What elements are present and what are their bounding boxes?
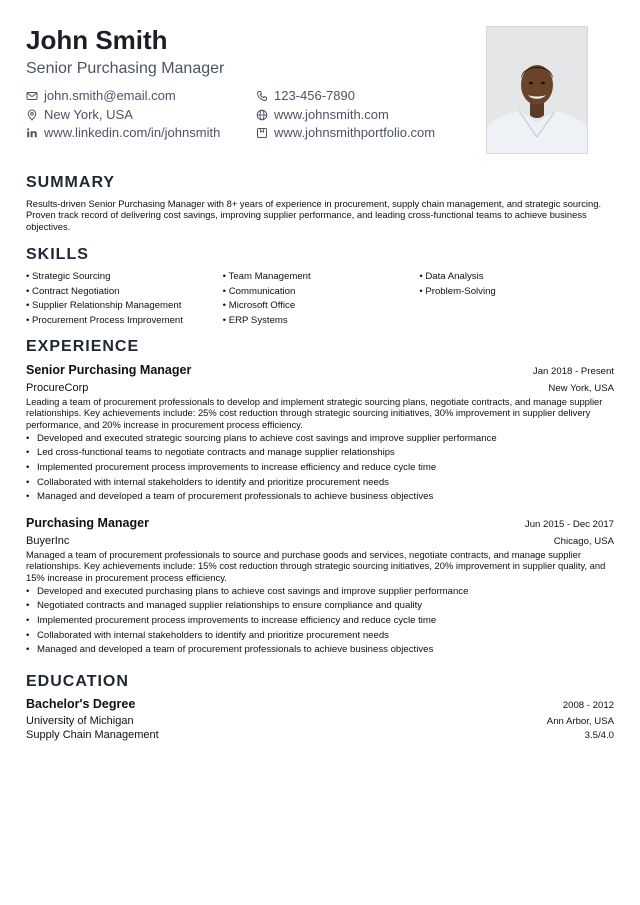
degree-name: Bachelor's Degree [26,697,136,711]
map-pin-icon [26,109,38,121]
gpa: 3.5/4.0 [584,730,614,741]
job-description: Leading a team of procurement professionals to develop and implement strategic sourcing plans, negotiate contracts, and manage supplier relationships. Key achievements include: 25% cost reduction through strategic sourcing initiatives, 30% improvement in supplier delivery performance, and 20% increase in procurement process efficiency. [26,396,603,430]
company-name: ProcureCorp [26,382,89,394]
skill-item: • Team Management [223,270,420,285]
job-title: Purchasing Manager [26,516,149,530]
skill-item: • Strategic Sourcing [26,270,223,285]
skill-item: • Contract Negotiation [26,285,223,300]
school-name: University of Michigan [26,715,134,727]
job-bullets [26,585,614,658]
education-heading: EDUCATION [26,673,129,690]
phone-text: 123-456-7890 [274,88,355,103]
experience-heading: EXPERIENCE [26,338,140,355]
skill-item: • Problem-Solving [419,285,616,300]
portfolio-text: www.johnsmithportfolio.com [274,125,436,140]
education-entry [26,697,614,741]
skills-column [223,270,420,328]
school-location: Ann Arbor, USA [546,716,614,727]
phone-icon [256,90,268,102]
skill-item: • ERP Systems [223,314,420,329]
job-bullet: • Managed and developed a team of procurement professionals to achieve business objectives [26,490,614,505]
contact-phone[interactable] [256,87,355,105]
job-bullet: • Negotiated contracts and managed supplier relationships to ensure compliance and quality [26,599,614,614]
job-location: New York, USA [548,383,614,394]
contact-website[interactable] [256,106,389,124]
resume-header [26,24,466,79]
profile-photo [486,26,588,154]
field-of-study: Supply Chain Management [26,729,159,741]
skill-item: • Data Analysis [419,270,616,285]
candidate-title: Senior Purchasing Manager [26,60,225,77]
website-text: www.johnsmith.com [274,106,389,122]
job-bullet: • Implemented procurement process improvements to increase efficiency and reduce cycle time [26,614,614,629]
skills-column [26,270,223,328]
job-dates: Jan 2018 - Present [532,366,614,377]
education-dates: 2008 - 2012 [562,700,614,711]
job-entry [26,516,614,658]
skill-item: • Procurement Process Improvement [26,314,223,329]
job-title: Senior Purchasing Manager [26,363,192,377]
linkedin-text: www.linkedin.com/in/johnsmith [44,125,221,140]
job-bullet: • Developed and executed purchasing plans to achieve cost savings and improve supplier performance [26,585,614,600]
job-bullet: • Implemented procurement process improvements to increase efficiency and reduce cycle time [26,461,614,476]
skill-item: • Communication [223,285,420,300]
skill-item: • Microsoft Office [223,299,420,314]
job-description: Managed a team of procurement professionals to source and purchase goods and services, negotiate contracts, and manage supplier relationships. Key achievements include: 15% cost reduction through strategic sourcing initiatives, 20% improvement in supplier quality, and 15% increase in procurement process efficiency. [26,549,606,583]
contact-portfolio[interactable] [256,124,435,142]
skills-column [419,270,616,328]
email-text: john.smith@email.com [44,88,176,103]
job-bullet: • Collaborated with internal stakeholders to identify and prioritize procurement needs [26,476,614,491]
job-dates: Jun 2015 - Dec 2017 [524,519,614,530]
globe-icon [256,109,268,121]
job-bullet: • Managed and developed a team of procurement professionals to achieve business objectives [26,643,614,658]
skills-heading: SKILLS [26,246,89,263]
portfolio-icon [256,127,268,139]
job-bullets [26,432,614,505]
job-bullet: • Led cross-functional teams to negotiate contracts and manage supplier relationships [26,446,614,461]
contact-linkedin[interactable] [26,124,256,142]
candidate-name: John Smith [26,25,168,55]
summary-heading: SUMMARY [26,174,116,191]
job-entry [26,363,614,505]
summary-text: Results-driven Senior Purchasing Manager with 8+ years of experience in procurement, supply chain management, and strategic sourcing. Proven track record of delivering cost savings, improving supplier performance, and leading cross-functional teams to achieve business objectives. [26,198,602,232]
company-name: BuyerInc [26,535,70,547]
contact-location [26,106,256,124]
location-text: New York, USA [44,106,133,122]
job-location: Chicago, USA [553,536,614,547]
mail-icon [26,90,38,102]
contact-email[interactable] [26,87,256,105]
job-bullet: • Collaborated with internal stakeholders to identify and prioritize procurement needs [26,629,614,644]
contact-info [26,87,466,143]
skills-list [26,270,616,328]
job-bullet: • Developed and executed strategic sourcing plans to achieve cost savings and improve supplier performance [26,432,614,447]
skill-item: • Supplier Relationship Management [26,299,223,314]
linkedin-icon [26,127,38,139]
